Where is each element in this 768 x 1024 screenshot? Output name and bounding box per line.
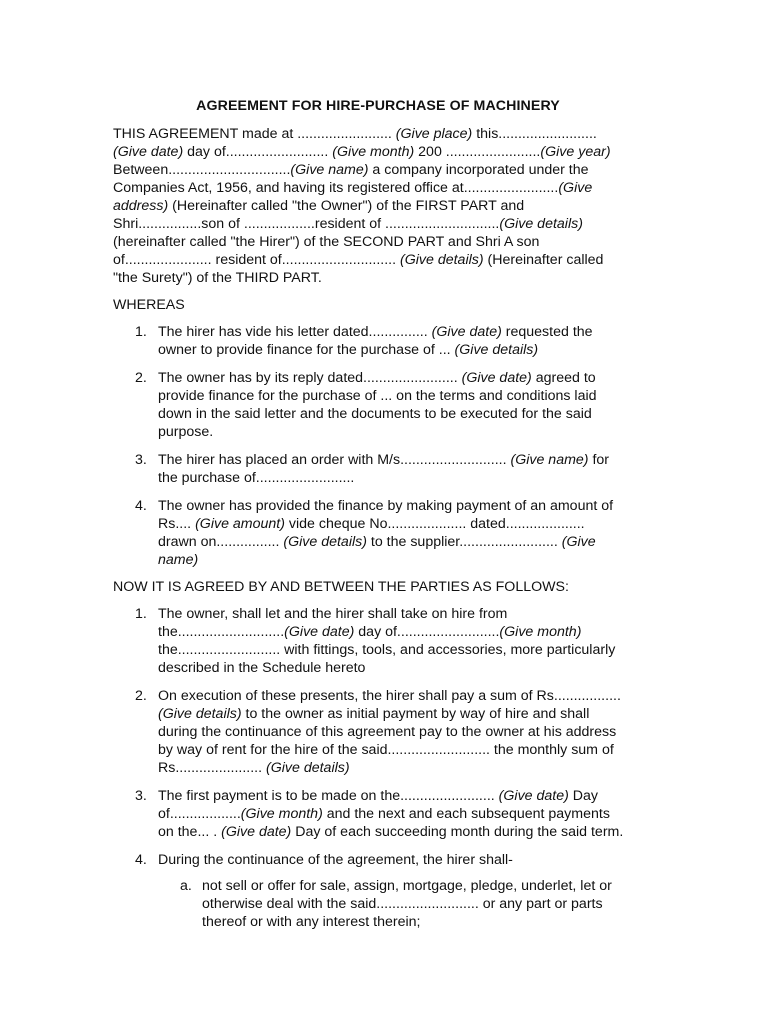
clause-number: 4. xyxy=(135,498,147,514)
text-run: not sell or offer for sale, assign, mortgage, pledge, underlet, let or otherwise deal with the said.......................... or any part or parts thereof or with any interest therein; xyxy=(202,878,612,930)
text-run: a company incorporated under the Companies Act, 1956, and having its registered office at........................ xyxy=(113,162,589,196)
text-run: day of.......................... xyxy=(354,624,500,640)
text-run: this......................... xyxy=(472,126,597,142)
placeholder-hint: (Give date) xyxy=(461,370,532,386)
text-run: The hirer has placed an order with M/s........................... xyxy=(158,452,511,468)
whereas-label: WHEREAS xyxy=(113,297,185,313)
text-run: to the owner as initial payment by way of hire and shall during the continuance of this agreement pay to the owner at his address by way of rent for the hire of the said.......................... the monthly sum of Rs...................... xyxy=(158,706,617,776)
placeholder-hint: (Give details) xyxy=(158,706,242,722)
clause-text xyxy=(158,787,643,841)
text-run: to the supplier......................... xyxy=(366,534,562,550)
placeholder-hint: (Give month) xyxy=(240,806,323,822)
text-run: During the continuance of the agreement, the hirer shall- xyxy=(158,852,513,868)
placeholder-hint: (Give place) xyxy=(395,126,473,142)
text-run: Between............................... xyxy=(113,162,291,178)
text-run: vide cheque No.................... dated.................... drawn on................ xyxy=(158,516,585,550)
placeholder-hint: (Give details) xyxy=(283,534,367,550)
text-run: (Hereinafter called "the Owner") of the FIRST PART and Shri................son of ..................resident of ............................. xyxy=(113,198,525,232)
placeholder-hint: (Give name) xyxy=(510,452,589,468)
placeholder-hint: (Give details) xyxy=(454,342,539,358)
agreed-heading: NOW IT IS AGREED BY AND BETWEEN THE PARTIES AS FOLLOWS: xyxy=(113,579,569,595)
placeholder-hint: (Give name) xyxy=(290,162,369,178)
text-run: the.......................... with fittings, tools, and accessories, more particularly described in the Schedule hereto xyxy=(158,642,616,676)
placeholder-hint: (Give amount) xyxy=(195,516,285,532)
clause-number: a. xyxy=(180,878,192,894)
placeholder-hint: (Give date) xyxy=(431,324,502,340)
text-run: and the next and each subsequent payments on the... . xyxy=(158,806,610,840)
clause-text xyxy=(158,605,643,677)
intro-paragraph xyxy=(113,125,643,287)
placeholder-hint: (Give month) xyxy=(332,144,415,160)
placeholder-hint: (Give details) xyxy=(266,760,350,776)
document-page xyxy=(113,97,643,940)
clause-number: 1. xyxy=(135,606,147,622)
clause-number: 3. xyxy=(135,452,147,468)
clause-text xyxy=(158,323,643,359)
clause xyxy=(113,687,643,777)
text-run: agreed to provide finance for the purchase of ... on the terms and conditions laid down in the said letter and the documents to be executed for the said purpose. xyxy=(158,370,597,440)
clause-number: 3. xyxy=(135,788,147,804)
sub-clause-list xyxy=(158,877,643,931)
clause xyxy=(113,451,643,487)
clause-text xyxy=(158,687,643,777)
placeholder-hint: (Give date) xyxy=(113,144,184,160)
agreed-list xyxy=(113,605,643,931)
clause-number: 2. xyxy=(135,370,147,386)
sub-clause xyxy=(158,877,643,931)
placeholder-hint: (Give month) xyxy=(499,624,582,640)
placeholder-hint: (Give details) xyxy=(400,252,484,268)
clause xyxy=(113,787,643,841)
clause xyxy=(113,497,643,569)
text-run: day of.......................... xyxy=(183,144,333,160)
text-run: 200 ........................ xyxy=(414,144,541,160)
whereas-list xyxy=(113,323,643,569)
text-run: THIS AGREEMENT made at ........................ xyxy=(113,126,396,142)
text-run: for the purchase of......................... xyxy=(158,452,610,486)
text-run: The hirer has vide his letter dated............... xyxy=(158,324,432,340)
clause-text xyxy=(202,877,643,931)
clause xyxy=(113,851,643,931)
text-run: Day of.................. xyxy=(158,788,599,822)
clause xyxy=(113,605,643,677)
clause-number: 4. xyxy=(135,852,147,868)
placeholder-hint: (Give date) xyxy=(221,824,292,840)
clause-text xyxy=(158,497,643,569)
placeholder-hint: (Give details) xyxy=(499,216,583,232)
clause-text xyxy=(158,851,643,869)
clause xyxy=(113,323,643,359)
placeholder-hint: (Give address) xyxy=(113,180,593,214)
clause-text xyxy=(158,369,643,441)
text-run: (Hereinafter called "the Surety") of the THIRD PART. xyxy=(113,252,604,286)
clause-number: 1. xyxy=(135,324,147,340)
placeholder-hint: (Give date) xyxy=(498,788,569,804)
clause-number: 2. xyxy=(135,688,147,704)
clause-text xyxy=(158,451,643,487)
text-run: The owner has provided the finance by making payment of an amount of Rs.... xyxy=(158,498,614,532)
text-run: (hereinafter called "the Hirer") of the SECOND PART and Shri A son of...................... resident of............................. xyxy=(113,234,540,268)
text-run: Day of each succeeding month during the said term. xyxy=(291,824,624,840)
document-title: AGREEMENT FOR HIRE-PURCHASE OF MACHINERY xyxy=(196,98,560,114)
text-run: The owner has by its reply dated........................ xyxy=(158,370,462,386)
placeholder-hint: (Give year) xyxy=(540,144,611,160)
placeholder-hint: (Give date) xyxy=(284,624,355,640)
text-run: requested the owner to provide finance for the purchase of ... xyxy=(158,324,593,358)
text-run: The first payment is to be made on the........................ xyxy=(158,788,499,804)
clause xyxy=(113,369,643,441)
placeholder-hint: (Give name) xyxy=(158,534,596,568)
text-run: The owner, shall let and the hirer shall take on hire from the........................... xyxy=(158,606,508,640)
text-run: On execution of these presents, the hirer shall pay a sum of Rs................. xyxy=(158,688,621,704)
